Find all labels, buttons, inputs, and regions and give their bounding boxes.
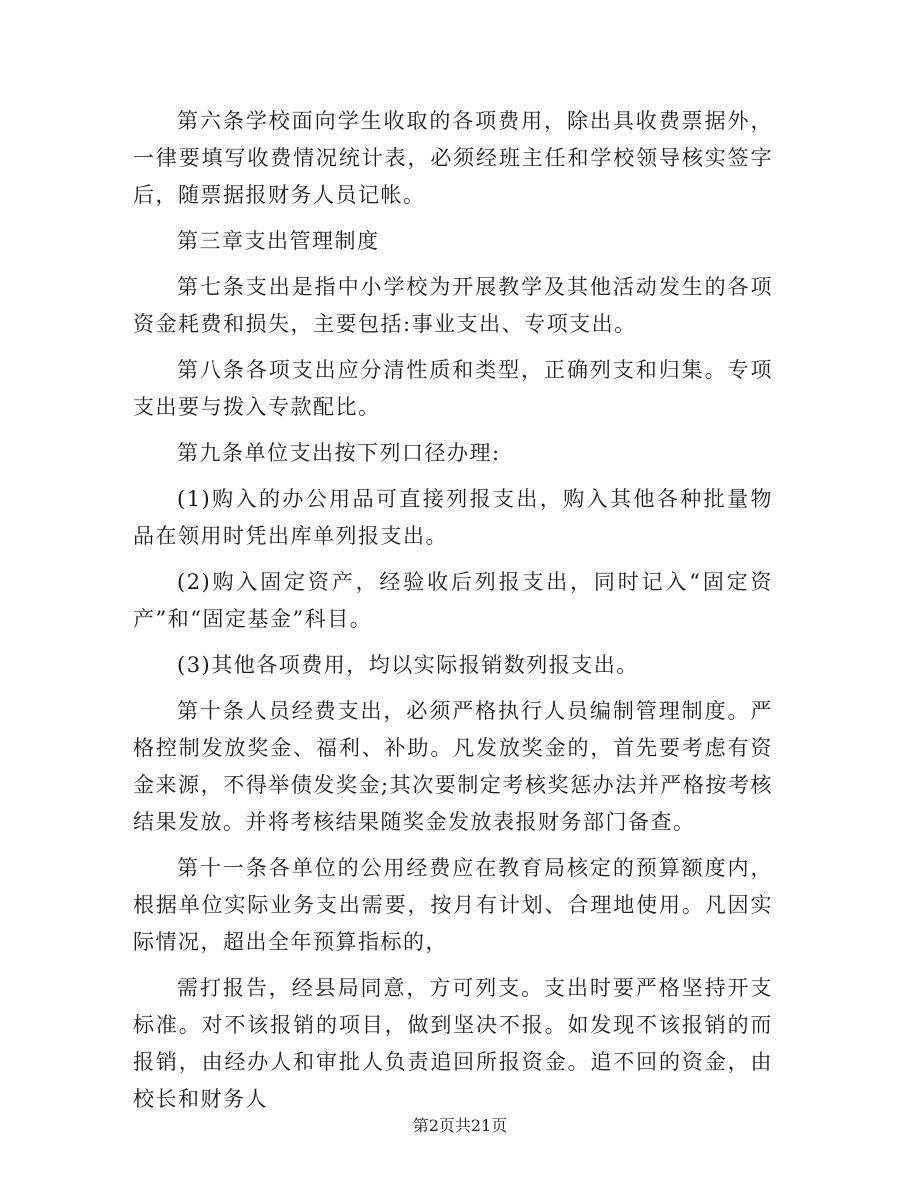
list-item-2: (2)购入固定资产，经验收后列报支出，同时记入“固定资产”和“固定基金”科目。 — [133, 570, 773, 631]
paragraph-continuation: 需打报告，经县局同意，方可列支。支出时要严格坚持开支标准。对不该报销的项目，做到坚决不报。如发现不该报销的而报销，由经办人和审批人负责追回所报资金。追不回的资金，由校长和财务人 — [133, 976, 773, 1111]
paragraph-article-9: 第九条单位支出按下列口径办理: — [177, 441, 501, 465]
list-item-3: (3)其他各项费用，均以实际报销数列报支出。 — [177, 653, 639, 677]
paragraph-article-6: 第六条学校面向学生收取的各项费用，除出具收费票据外，一律要填写收费情况统计表，必须经班主任和学校领导核实签字后，随票据报财务人员记帐。 — [133, 109, 773, 207]
paragraph-article-7: 第七条支出是指中小学校为开展教学及其他活动发生的各项资金耗费和损失，主要包括:事业支出、专项支出。 — [133, 275, 773, 336]
chapter-heading: 第三章支出管理制度 — [177, 229, 380, 253]
paragraph-article-11: 第十一条各单位的公用经费应在教育局核定的预算额度内，根据单位实际业务支出需要，按月有计划、合理地使用。凡因实际情况，超出全年预算指标的， — [133, 856, 773, 954]
list-item-1: (1)购入的办公用品可直接列报支出，购入其他各种批量物品在领用时凭出库单列报支出。 — [133, 487, 773, 548]
paragraph-article-8: 第八条各项支出应分清性质和类型，正确列支和归集。专项支出要与拨入专款配比。 — [133, 358, 773, 419]
paragraph-article-10: 第十条人员经费支出，必须严格执行人员编制管理制度。严格控制发放奖金、福利、补助。凡发放奖金的，首先要考虑有资金来源，不得举债发奖金;其次要制定考核奖惩办法并严格按考核结果发放。并将考核结果随奖金发放表报财务部门备查。 — [133, 699, 773, 834]
page-number: 第2页共21页 — [412, 1116, 508, 1135]
document-body — [133, 103, 773, 1127]
